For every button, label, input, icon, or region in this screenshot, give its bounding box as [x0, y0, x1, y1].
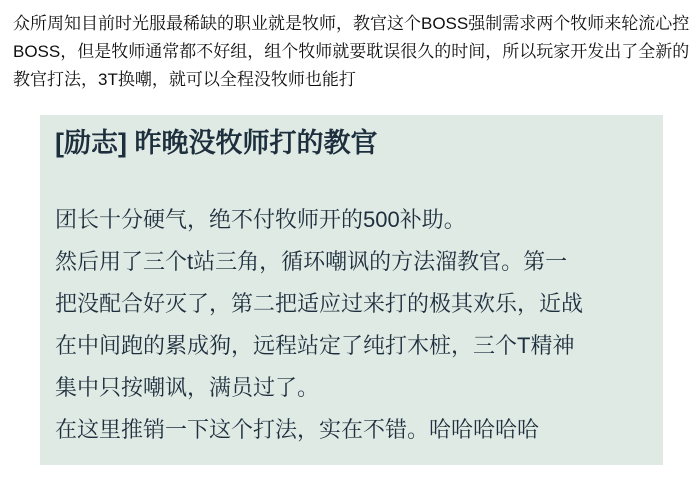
intro-line-2: BOSS，但是牧师通常都不好组，组个牧师就要耽误很久的时间，所以玩家开发出了全新的: [13, 42, 690, 61]
quote-body-line-3: 把没配合好灭了，第二把适应过来打的极其欢乐，近战: [55, 291, 584, 316]
quote-body: [55, 199, 647, 451]
quote-block: [40, 115, 663, 465]
quote-body-line-5: 集中只按嘲讽，满员过了。: [55, 375, 320, 400]
quote-title: [励志] 昨晚没牧师打的教官: [55, 128, 378, 158]
intro-line-1: 众所周知目前时光服最稀缺的职业就是牧师，教官这个BOSS强制需求两个牧师来轮流心控: [13, 14, 690, 33]
article-page: [0, 10, 699, 489]
quote-body-line-1: 团长十分硬气，绝不付牧师开的500补助。: [55, 207, 466, 232]
quote-body-line-6: 在这里推销一下这个打法，实在不错。哈哈哈哈哈: [55, 417, 540, 442]
intro-paragraph: [13, 10, 693, 94]
quote-body-line-2: 然后用了三个t站三角，循环嘲讽的方法溜教官。第一: [55, 249, 568, 274]
quote-body-line-4: 在中间跑的累成狗，远程站定了纯打木桩，三个T精神: [55, 333, 575, 358]
intro-line-3: 教官打法，3T换嘲，就可以全程没牧师也能打: [13, 70, 356, 89]
